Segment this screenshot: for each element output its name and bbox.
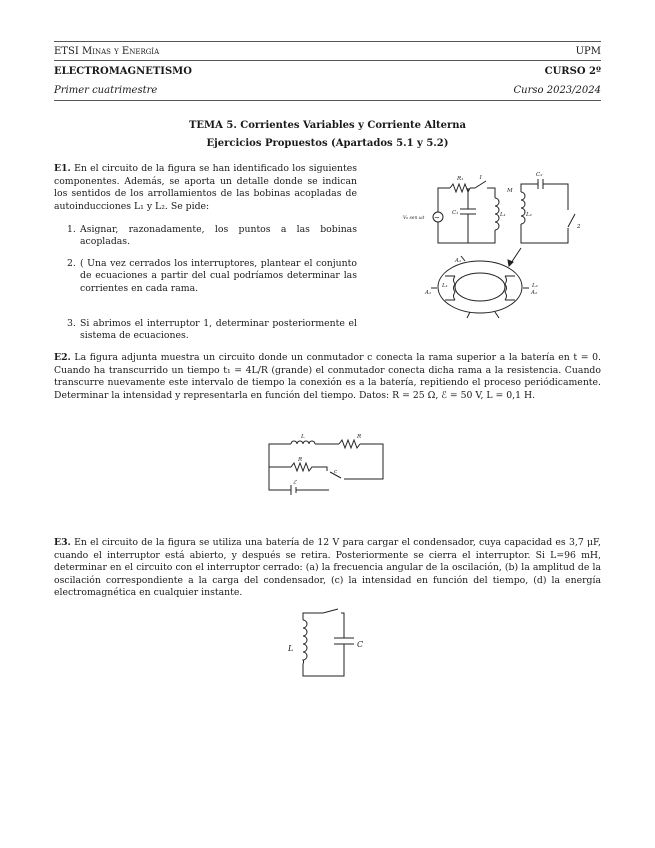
e1-fig-sw2-label: 2 (577, 224, 581, 230)
e1-fig-core-right-label: A₂ (531, 290, 538, 296)
e2-fig-emf-label: ℰ (293, 480, 297, 486)
e3-circuit-figure (283, 608, 373, 680)
e1-fig-r1-label: R₁ (457, 176, 464, 182)
header-course-level: CURSO 2º (544, 66, 601, 77)
header-bottom-rule (54, 100, 601, 101)
e2-fig-r-mid-label: R (298, 457, 303, 463)
e1-fig-sw1-label: 1 (479, 175, 483, 181)
e1-fig-c1-label: C₁ (452, 210, 459, 216)
e2-label: E2. (54, 352, 71, 363)
e1-fig-source-sine-icon: ~ (434, 214, 440, 222)
e2-text: La figura adjunta muestra un circuito donde un conmutador c conecta la rama superior a la batería en t = 0. Cuando ha transcurrido un tiempo t₁ = 4L/R (grande) el conmutador conecta dicha rama a la resistencia. Cuando transcurre nuevamente este intervalo de tiempo la conexión es a la batería, repitiendo el proceso periódicamente. Determinar la intensidad y representarla en función del tiempo. Datos: R = 25 Ω, ℰ = 50 V, L = 0,1 H. (54, 352, 601, 401)
header-top-rule (54, 41, 601, 42)
e1-fig-core-left-label: A₁ (425, 290, 432, 296)
header-course-name: ELECTROMAGNETISMO (54, 66, 192, 77)
e1-fig-core-l1-label: L₁ (442, 283, 448, 289)
e1-item-3-num: 3. (67, 318, 76, 329)
e1-item-2-num: 2. (67, 258, 76, 269)
e1-fig-c2-label: C₂ (536, 172, 543, 178)
header-mid-rule (54, 60, 601, 61)
topic-title: TEMA 5. Corrientes Variables y Corriente Alterna (188, 120, 467, 131)
e1-statement (54, 163, 357, 213)
e1-fig-l2-label: L₂ (526, 212, 532, 218)
e1-item-3-text: Si abrimos el interruptor 1, determinar posteriormente el sistema de ecuaciones. (80, 318, 357, 342)
e3-statement (54, 537, 601, 600)
e1-fig-core-top-label: A₁ (455, 258, 462, 264)
header-institution: ETSI Minas y Energía (54, 46, 160, 57)
header-university: UPM (575, 46, 601, 57)
e3-text: En el circuito de la figura se utiliza una batería de 12 V para cargar el condensador, cuya capacidad es 3,7 μF, cuando el interruptor está abierto, y después se retira. Posteriormente se cierra el interruptor. Si L=96 mH, determinar en el circuito con el interruptor cerrado: (a) la frecuencia angular de la oscilación, (b) la amplitud de la oscilación correspondiente a la carga del condensador, (c) la intensidad en función del tiempo, (d) la energía electromagnética en cualquier instante. (54, 537, 601, 599)
e2-fig-c-label: c (334, 469, 338, 475)
topic-subtitle: Ejercicios Propuestos (Apartados 5.1 y 5.2) (206, 138, 449, 149)
e2-statement (54, 352, 601, 402)
e1-item-1-num: 1. (67, 224, 76, 235)
e3-fig-l-label: L (288, 644, 294, 653)
header-academic-year: Curso 2023/2024 (513, 85, 601, 96)
e3-fig-c-label: C (357, 640, 364, 649)
e1-fig-m-label: M (507, 188, 513, 194)
e2-fig-r-top-label: R (357, 434, 362, 440)
e2-circuit-figure (265, 433, 390, 498)
e1-fig-l1-label: L₁ (500, 212, 506, 218)
e3-label: E3. (54, 537, 71, 548)
e1-fig-vs-label: V₀ sen ωt (403, 216, 425, 221)
e2-fig-l-label: L (301, 434, 305, 440)
e1-circuit-figure (395, 170, 595, 320)
e1-text: En el circuito de la figura se han identificado los siguientes componentes. Además, se aporta un detalle donde se indican los sentidos de los arrollamientos de las bobinas acopladas de autoinducciones L₁ y L₂. Se pide: (54, 163, 357, 212)
e1-item-2-text: ( Una vez cerrados los interruptores, plantear el conjunto de ecuaciones a partir del cual podríamos determinar las corrientes en cada rama. (80, 258, 357, 294)
e1-label: E1. (54, 163, 71, 174)
e1-fig-core-l2-label: L₂ (532, 283, 538, 289)
header-term: Primer cuatrimestre (54, 85, 158, 96)
e1-item-1-text: Asignar, razonadamente, los puntos a las bobinas acopladas. (80, 224, 357, 248)
